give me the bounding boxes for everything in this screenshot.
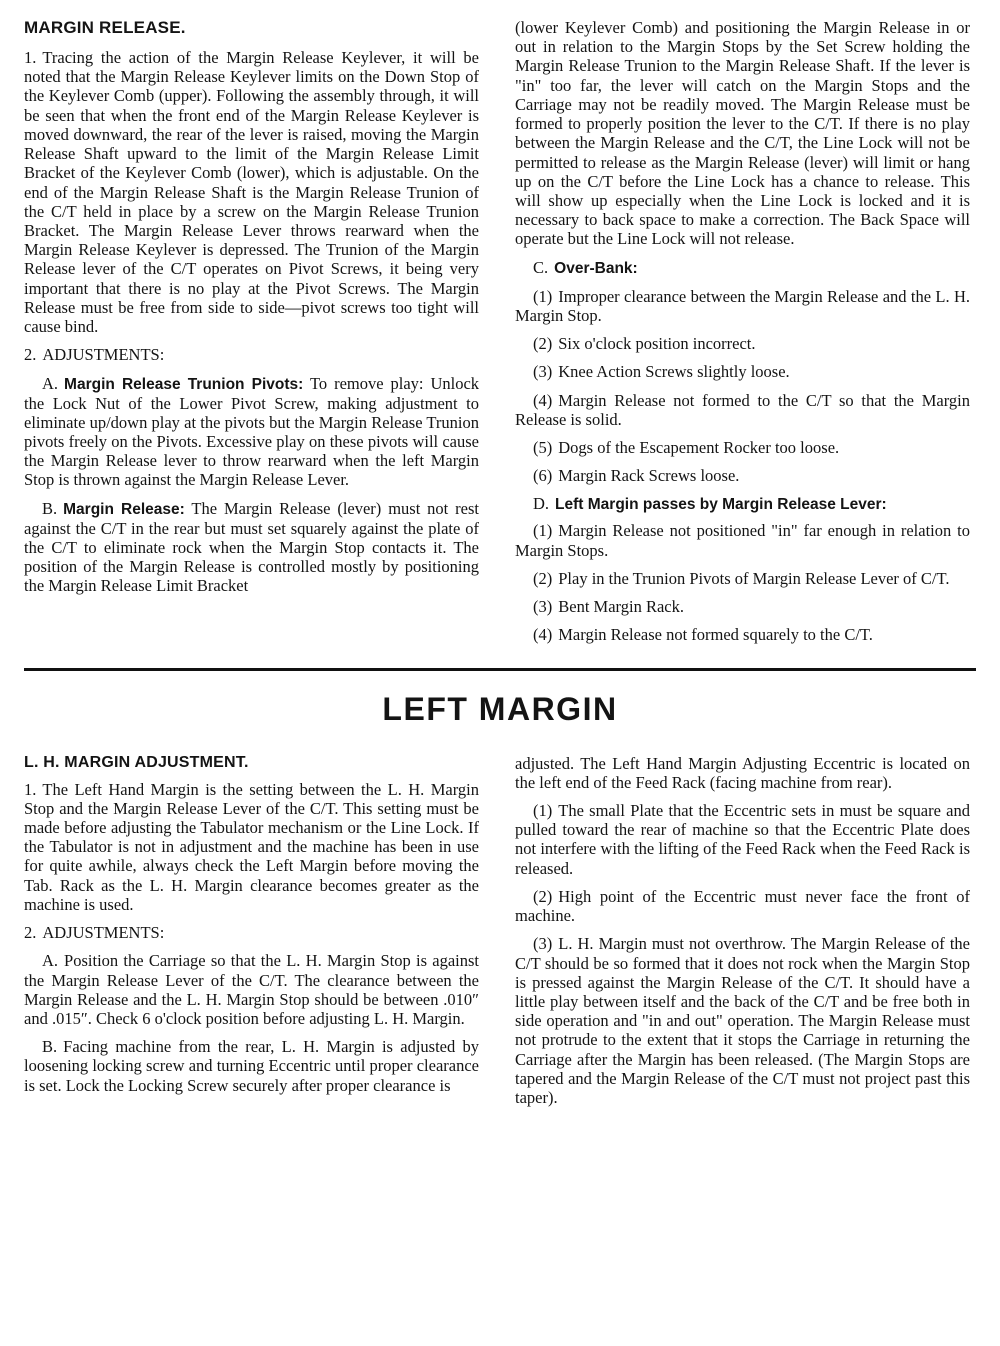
list-marker: C.	[533, 257, 549, 277]
list-marker: (2)	[533, 886, 553, 906]
para-text: The small Plate that the Eccentric sets in must be square and pulled toward the rear of machine so that the Eccentric Plate does not interfere with the lifting of the Feed Rack when the Feed Rack is released.	[515, 801, 970, 878]
para-c1	[515, 287, 970, 325]
para-text: Bent Margin Rack.	[558, 597, 684, 617]
section1-right-column	[515, 18, 970, 654]
section2-right-column	[515, 754, 970, 1117]
para-d1	[515, 521, 970, 559]
para-text: (lower Keylever Comb) and positioning the Margin Release in or out in relation to the Margin Stops by the Set Screw holding the Margin Release Trunion to the Margin Release Shaft. If the lever is "in" too far, the lever will catch on the Margin Stops and the Carriage may not be readily moved. The Margin Release must be formed to properly position the lever to the C/T. If there is no play between the Margin Release and the C/T, the Line Lock will not be permitted to release as the Margin Release (lever) will limit or hang up on the C/T before the Line Lock has a chance to release. This will show up especially when the Line Lock is locked and it is necessary to back space to make a correction. The Back Space will operate but the Line Lock will not release.	[515, 18, 970, 249]
list-marker: 2.	[24, 923, 37, 943]
list-marker: (4)	[533, 390, 553, 410]
list-marker: (6)	[533, 466, 553, 486]
para-2-adjustments-2	[24, 923, 479, 942]
para-2a-position-carriage	[24, 951, 479, 1028]
list-marker: (1)	[533, 286, 553, 306]
para-text: Six o'clock position incorrect.	[558, 334, 756, 354]
para-text: Play in the Trunion Pivots of Margin Release Lever of C/T.	[558, 568, 950, 588]
list-marker: B.	[42, 1037, 58, 1057]
para-2a-trunion-pivots	[24, 374, 479, 490]
section2-left-column	[24, 754, 479, 1117]
para-text: Margin Release not formed to the C/T so that the Margin Release is solid.	[515, 390, 970, 429]
para-text: Position the Carriage so that the L. H. Margin Stop is against the Margin Release Lever of the C/T. The clearance between the Margin Release and the L. H. Margin Stop should be between .010″ and .015″. Check 6 o'clock position before adjusting L. H. Margin.	[24, 951, 479, 1028]
para-text: Improper clearance between the Margin Release and the L. H. Margin Stop.	[515, 286, 970, 325]
para-2b-margin-release	[24, 499, 479, 596]
list-marker: D.	[533, 494, 550, 514]
para-d4	[515, 625, 970, 644]
para-text: Knee Action Screws slightly loose.	[558, 362, 790, 382]
para-c5	[515, 438, 970, 457]
para-text: Dogs of the Escapement Rocker too loose.	[558, 437, 840, 457]
para-1-left-hand-margin	[24, 780, 479, 915]
para-1-tracing	[24, 48, 479, 336]
para-bold-lead: Over-Bank:	[554, 259, 638, 277]
para-text: Facing machine from the rear, L. H. Margin is adjusted by loosening locking screw and turning Eccentric until proper clearance is set. Lock the Locking Screw securely after proper clearance is	[24, 1037, 479, 1095]
para-c-over-bank	[515, 258, 970, 278]
list-marker: (2)	[533, 334, 553, 354]
para-text: ADJUSTMENTS:	[42, 345, 165, 365]
para-continuation	[515, 18, 970, 249]
para-2-adjustments	[24, 345, 479, 364]
banner-left-margin: LEFT MARGIN	[382, 690, 618, 727]
para-c6	[515, 466, 970, 485]
para-text: Tracing the action of the Margin Release Keylever, it will be noted that the Margin Release Keylever limits on the Down Stop of the Keylever Comb (upper). Following the assembly through, it will be seen that when the front end of the Margin Release Keylever is moved downward, the rear of the lever is raised, moving the Margin Release Shaft upward to the limit of the Margin Release Limit Bracket of the Keylever Comb (lower), which is adjustable. On the end of the Margin Release Shaft is the Margin Release Trunion of the C/T held in place by a screw on the Margin Release Trunion Bracket. The Margin Release Lever throws rearward when the Margin Release Keylever is depressed. The Trunion of the Margin Release lever of the C/T operates on Pivot Screws, it being very important that there is no play at the Pivot Screws. The Margin Release must be free from side to side—pivot screws too tight will cause bind.	[24, 48, 479, 337]
para-continuation-2	[515, 754, 970, 792]
list-marker: (1)	[533, 801, 553, 820]
section-margin-release	[24, 18, 976, 654]
para-bold-lead: Left Margin passes by Margin Release Lever:	[555, 496, 887, 514]
para-c2	[515, 334, 970, 353]
section1-heading: MARGIN RELEASE.	[24, 18, 186, 37]
para-c3	[515, 362, 970, 381]
para-r1	[515, 801, 970, 878]
para-bold-lead: Margin Release Trunion Pivots:	[64, 375, 304, 393]
list-marker: 1.	[24, 48, 37, 67]
list-marker: B.	[42, 498, 58, 518]
para-text: The Left Hand Margin is the setting between the L. H. Margin Stop and the Margin Release Lever of the C/T. This setting must be made before adjusting the Tabulator mechanism or the Line Lock. If the Tabulator is not in adjustment and the machine has been in use for quite awhile, always check the Left Margin before moving the Tab. Rack as the L. H. Margin clearance becomes greater as the machine is used.	[24, 779, 479, 914]
list-marker: (1)	[533, 521, 553, 541]
list-marker: A.	[42, 373, 59, 393]
list-marker: (3)	[533, 934, 553, 954]
list-marker: (3)	[533, 597, 553, 617]
para-d3	[515, 597, 970, 616]
list-marker: A.	[42, 951, 59, 971]
section2-heading: L. H. MARGIN ADJUSTMENT.	[24, 753, 249, 771]
section-left-margin	[24, 754, 976, 1117]
para-r2	[515, 887, 970, 925]
para-text: High point of the Eccentric must never face the front of machine.	[515, 886, 970, 926]
para-text: Margin Release not formed squarely to the C/T.	[558, 625, 873, 645]
para-text: adjusted. The Left Hand Margin Adjusting Eccentric is located on the left end of the Feed Rack (facing machine from rear).	[515, 753, 970, 792]
list-marker: (4)	[533, 625, 553, 645]
list-marker: (5)	[533, 437, 553, 457]
para-text: Margin Release not positioned "in" far enough in relation to Margin Stops.	[515, 521, 970, 560]
list-marker: 2.	[24, 345, 37, 365]
para-2b-facing-machine	[24, 1037, 479, 1095]
para-d2	[515, 569, 970, 588]
para-c4	[515, 391, 970, 429]
list-marker: (2)	[533, 568, 553, 588]
para-text: The Margin Release (lever) must not rest against the C/T in the rear but must set squarely against the plate of the C/T to eliminate rock when the Margin Stop contacts it. The position of the Margin Release is controlled mostly by positioning the Margin Release Limit Bracket	[24, 498, 479, 596]
section1-left-column	[24, 18, 479, 654]
para-text: L. H. Margin must not overthrow. The Margin Release of the C/T should be so formed that it does not rock when the Margin Stop is pressed against the Margin Release of the C/T. It should have a little play between itself and the back of the C/T and be free both in side operation and "in and out" operation. The Margin Release must not protrude to the extent that it stops the Carriage in returning the Carriage after the Margin has been released. (The Margin Stops are tapered and the Margin Release of the C/T must not project past this taper).	[515, 934, 970, 1108]
section-divider	[24, 668, 976, 671]
para-bold-lead: Margin Release:	[63, 500, 185, 518]
para-d-left-margin	[515, 494, 970, 514]
para-text: Margin Rack Screws loose.	[558, 466, 740, 486]
para-text: To remove play: Unlock the Lock Nut of the Lower Pivot Screw, making adjustment to eliminate up/down play at the pivots but the Margin Release Trunion pivots freely on the Pivots. Excessive play on these pivots will cause the Margin Release lever to throw rearward when the left Margin Stop is thrown against the Margin Release Lever.	[24, 373, 480, 490]
list-marker: (3)	[533, 362, 553, 382]
para-text: ADJUSTMENTS:	[42, 923, 165, 943]
para-r3	[515, 934, 970, 1107]
list-marker: 1.	[24, 779, 37, 799]
